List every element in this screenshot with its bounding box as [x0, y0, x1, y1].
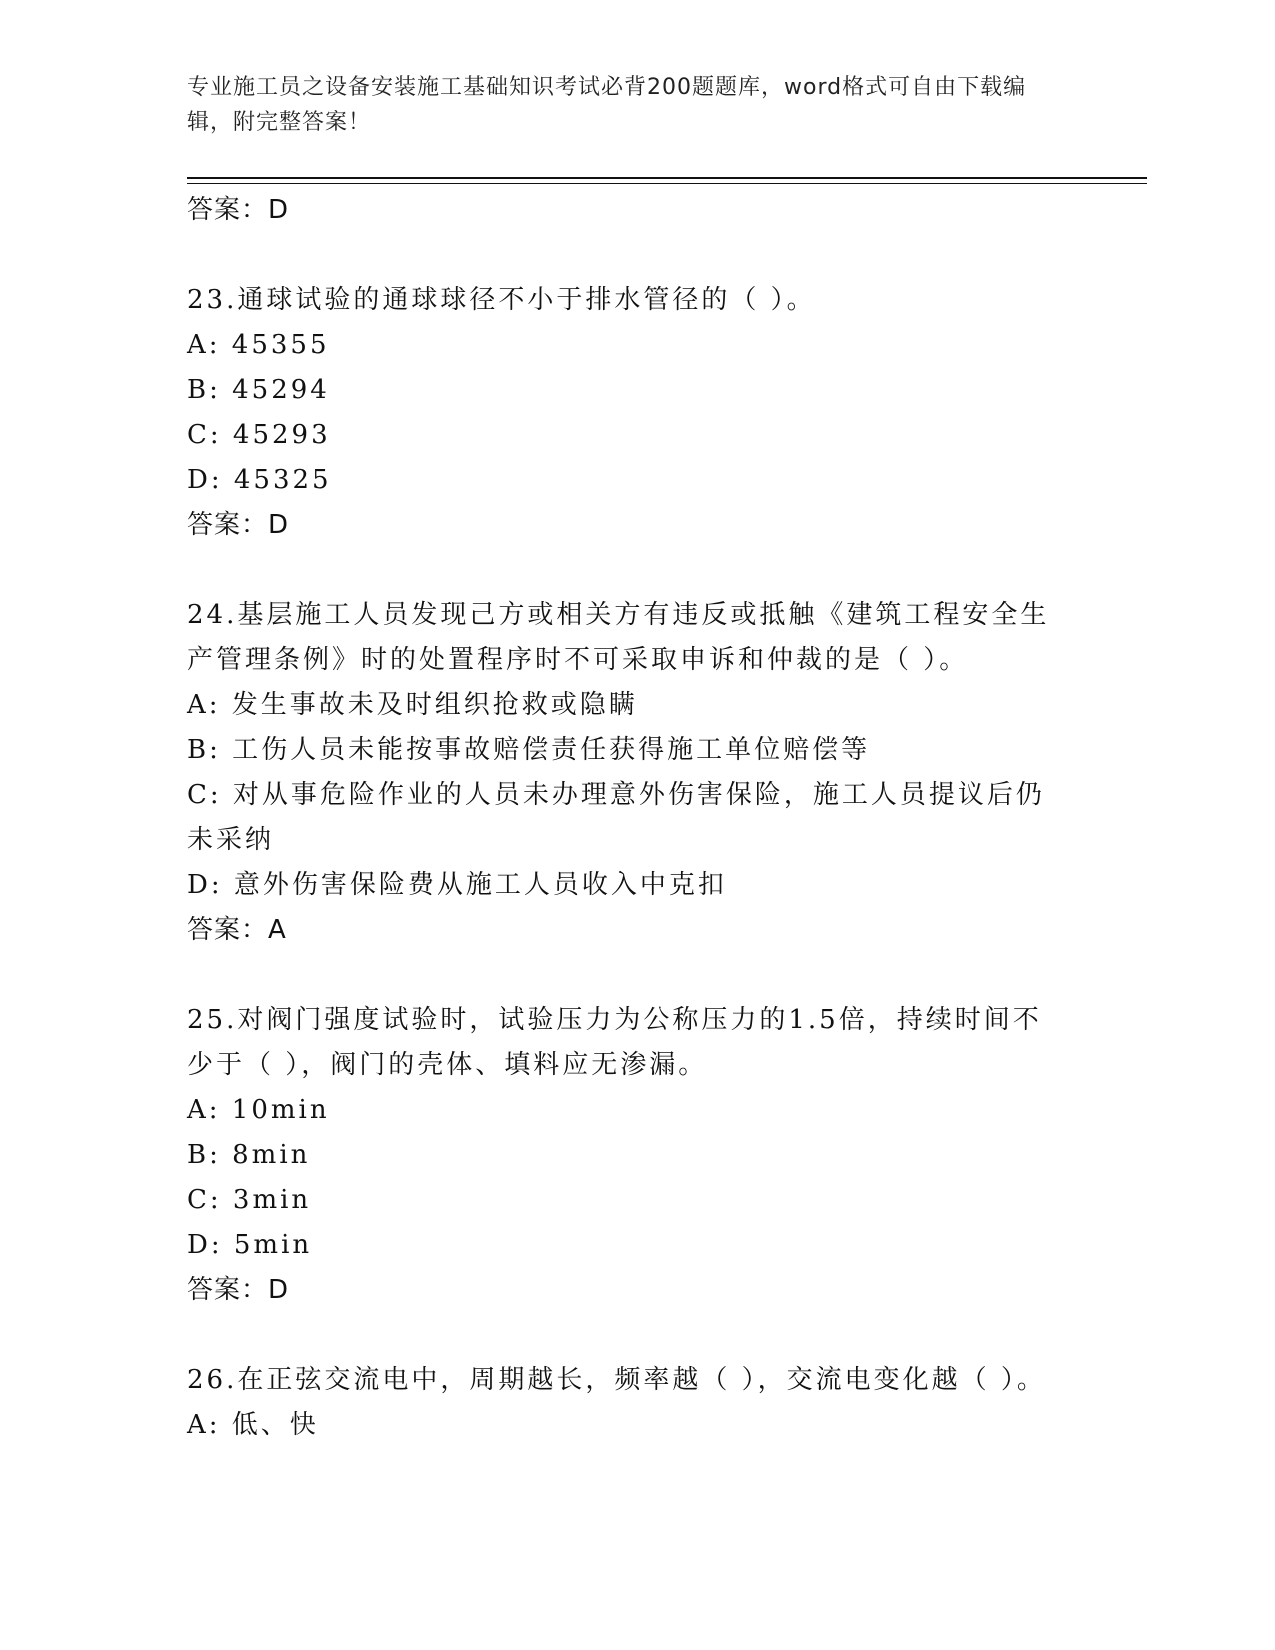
option-a: A: 10min [187, 1095, 330, 1125]
header-rule-thick [187, 177, 1147, 179]
answer-line: 答案：D [187, 195, 290, 225]
question-stem: 25.对阀门强度试验时，试验压力为公称压力的1.5倍，持续时间不少于（ ），阀门的壳体、填料应无渗漏。 [187, 1005, 1042, 1080]
page-header: 专业施工员之设备安装施工基础知识考试必背200题题库，word格式可自由下载编辑，附完整答案！ [187, 75, 1027, 135]
option-d: D: 45325 [187, 465, 332, 495]
option-b: B: 45294 [187, 375, 330, 405]
question-25 [187, 998, 1067, 1313]
answer-line: 答案：A [187, 915, 287, 945]
question-stem: 26.在正弦交流电中，周期越长，频率越（ ），交流电变化越（ ）。 [187, 1365, 1046, 1395]
question-26 [187, 1358, 1067, 1448]
question-24 [187, 593, 1067, 953]
question-23 [187, 278, 1067, 548]
option-a: A: 低、快 [187, 1410, 319, 1440]
answer-line: 答案：D [187, 1275, 290, 1305]
option-a: A: 45355 [187, 330, 330, 360]
document-page [187, 0, 1147, 1650]
question-stem: 24.基层施工人员发现己方或相关方有违反或抵触《建筑工程安全生产管理条例》时的处置程序时不可采取申诉和仲裁的是（ ）。 [187, 600, 1050, 675]
question-stem: 23.通球试验的通球球径不小于排水管径的（ ）。 [187, 285, 816, 315]
option-d: D: 5min [187, 1230, 313, 1260]
option-d: D: 意外伤害保险费从施工人员收入中克扣 [187, 870, 727, 900]
question-list [187, 188, 1067, 1448]
header-rule-thin [187, 183, 1147, 184]
option-c: C: 对从事危险作业的人员未办理意外伤害保险，施工人员提议后仍未采纳 [187, 780, 1045, 855]
answer-line: 答案：D [187, 510, 290, 540]
option-b: B: 工伤人员未能按事故赔偿责任获得施工单位赔偿等 [187, 735, 871, 765]
option-c: C: 3min [187, 1185, 312, 1215]
option-c: C: 45293 [187, 420, 331, 450]
option-a: A: 发生事故未及时组织抢救或隐瞒 [187, 690, 638, 720]
option-b: B: 8min [187, 1140, 311, 1170]
